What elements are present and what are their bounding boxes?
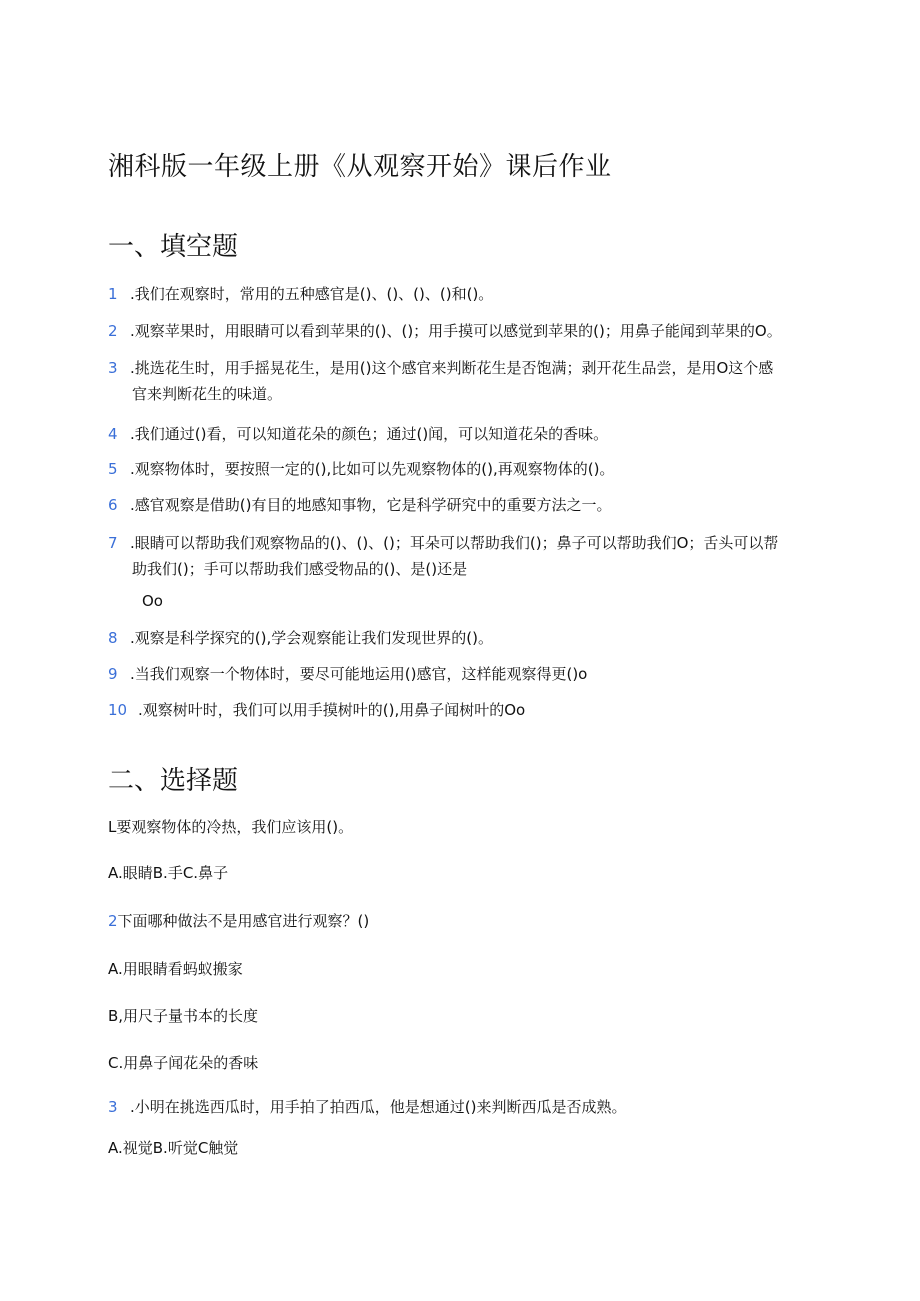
- question-text: .我们通过()看，可以知道花朵的颜色；通过()闻，可以知道花朵的香味。: [130, 425, 609, 443]
- question-number: 3: [108, 359, 118, 377]
- question-number: 9: [108, 665, 118, 683]
- choice-question-3-options: A.视觉B.听觉C触觉: [108, 1139, 239, 1157]
- question-number: 8: [108, 629, 118, 647]
- question-2: [108, 318, 828, 344]
- question-text: .我们在观察时，常用的五种感官是()、()、()、()和()。: [130, 285, 494, 303]
- choice-question-2-option-a: A.用眼睛看蚂蚁搬家: [108, 960, 243, 978]
- question-number: 5: [108, 460, 118, 478]
- question-text: .观察树叶时，我们可以用手摸树叶的(),用鼻子闻树叶的Oo: [138, 701, 526, 719]
- question-6: [108, 492, 808, 518]
- question-number: 1: [108, 285, 118, 303]
- question-text: 下面哪种做法不是用感官进行观察？(): [117, 912, 370, 930]
- question-text-continued-2: Oo: [142, 592, 163, 610]
- choice-question-2-option-b: B,用尺子量书本的长度: [108, 1007, 259, 1025]
- question-text: .观察苹果时，用眼睛可以看到苹果的()、()；用手摸可以感觉到苹果的()；用鼻子能闻到苹果的O。: [130, 322, 782, 340]
- question-3: [108, 355, 828, 407]
- question-number: 2: [108, 912, 118, 930]
- question-text: .感官观察是借助()有目的地感知事物，它是科学研究中的重要方法之一。: [130, 496, 612, 514]
- choice-question-2: [108, 909, 369, 933]
- section-heading-multiple-choice: 二、选择题: [108, 766, 239, 796]
- question-number: 6: [108, 496, 118, 514]
- question-4: [108, 421, 808, 447]
- page-title: 湘科版一年级上册《从观察开始》课后作业: [108, 152, 612, 182]
- question-10: [108, 697, 808, 723]
- question-text-continued: 助我们()；手可以帮助我们感受物品的()、是()还是: [132, 560, 468, 578]
- question-number: 7: [108, 534, 118, 552]
- question-number: 4: [108, 425, 118, 443]
- question-number: 10: [108, 701, 128, 719]
- question-text: .当我们观察一个物体时，要尽可能地运用()感官，这样能观察得更()o: [130, 665, 588, 683]
- question-number: 3: [108, 1098, 118, 1116]
- question-5: [108, 456, 808, 482]
- question-text-continued: 官来判断花生的味道。: [132, 385, 283, 403]
- question-text: .观察是科学探究的(),学会观察能让我们发现世界的()。: [130, 629, 493, 647]
- question-number: 2: [108, 322, 118, 340]
- choice-question-2-option-c: C.用鼻子闻花朵的香味: [108, 1054, 259, 1072]
- question-text: .观察物体时，要按照一定的(),比如可以先观察物体的(),再观察物体的()。: [130, 460, 615, 478]
- choice-question-1-options: A.眼睛B.手C.鼻子: [108, 864, 229, 882]
- choice-question-3: [108, 1095, 626, 1119]
- question-7: [108, 530, 828, 614]
- question-1: [108, 281, 808, 307]
- question-text: .眼睛可以帮助我们观察物品的()、()、()；耳朵可以帮助我们()；鼻子可以帮助我们O；舌头可以帮: [130, 534, 779, 552]
- question-text: .小明在挑选西瓜时，用手拍了拍西瓜，他是想通过()来判断西瓜是否成熟。: [130, 1098, 627, 1116]
- question-9: [108, 661, 808, 687]
- question-text: .挑选花生时，用手摇晃花生，是用()这个感官来判断花生是否饱满；剥开花生品尝，是用O这个感: [130, 359, 774, 377]
- section-heading-fill-blank: 一、填空题: [108, 232, 239, 262]
- question-8: [108, 625, 808, 651]
- choice-question-1: L要观察物体的冷热，我们应该用()。: [108, 818, 354, 836]
